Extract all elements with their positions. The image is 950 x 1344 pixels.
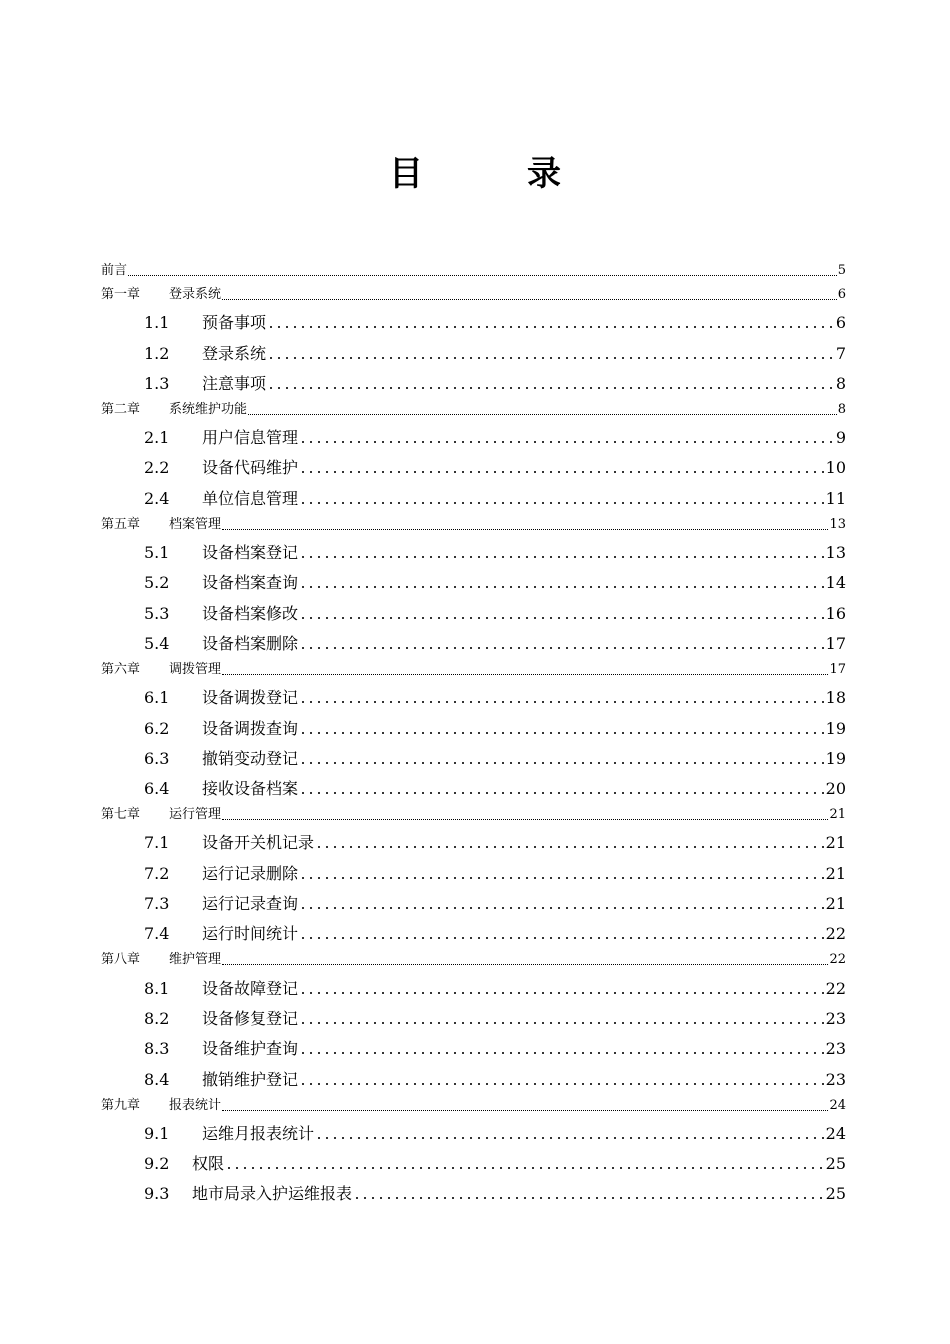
toc-section-entry[interactable] [101, 826, 846, 856]
toc-entry-label: 设备档案登记 [202, 543, 299, 563]
toc-page-number: 21 [829, 807, 846, 823]
toc-dot-leader [299, 441, 835, 443]
toc-entry-label: 撤销变动登记 [202, 748, 299, 768]
toc-page-number: 7 [835, 343, 846, 363]
toc-dot-leader [299, 617, 825, 619]
toc-entry-label: 设备开关机记录 [202, 833, 315, 853]
toc-entry-label: 设备故障登记 [202, 978, 299, 998]
toc-entry-number: 第八章 [101, 952, 141, 968]
toc-chapter-entry[interactable] [101, 1093, 846, 1117]
toc-section-entry[interactable] [101, 681, 846, 711]
toc-page-number: 23 [825, 1069, 846, 1089]
toc-dot-leader [225, 1167, 825, 1169]
toc-page-number: 5 [837, 263, 846, 278]
toc-entry-label: 设备调拨查询 [202, 718, 299, 738]
page-title [0, 150, 950, 198]
toc-dot-leader [222, 963, 828, 965]
toc-entry-number: 7.1 [144, 833, 170, 853]
toc-section-entry[interactable] [101, 536, 846, 566]
toc-section-entry[interactable] [101, 566, 846, 596]
toc-section-entry[interactable] [101, 596, 846, 626]
toc-entry-number: 8.3 [144, 1039, 170, 1059]
toc-entry-label: 调拨管理 [169, 661, 222, 677]
toc-page-number: 16 [825, 603, 846, 623]
toc-dot-leader [299, 907, 825, 909]
toc-dot-leader [299, 556, 825, 558]
toc-dot-leader [299, 937, 825, 939]
toc-section-entry[interactable] [101, 336, 846, 366]
toc-entry-label: 运行时间统计 [202, 924, 299, 944]
toc-section-entry[interactable] [101, 742, 846, 772]
toc-page-number: 21 [825, 833, 846, 853]
toc-page-number: 24 [829, 1097, 846, 1113]
toc-dot-leader [299, 762, 825, 764]
toc-entry-label: 用户信息管理 [202, 428, 299, 448]
toc-chapter-entry[interactable] [101, 947, 846, 971]
toc-entry-number: 9.2 [144, 1154, 170, 1174]
toc-entry-label: 权限 [192, 1154, 225, 1174]
toc-page-number: 22 [829, 952, 846, 968]
toc-page-number: 8 [835, 373, 846, 393]
toc-entry-number: 6.4 [144, 779, 170, 799]
toc-entry-number: 第一章 [101, 287, 141, 302]
toc-dot-leader [299, 1022, 825, 1024]
toc-section-entry[interactable] [101, 1147, 846, 1177]
toc-dot-leader [267, 387, 835, 389]
toc-page-number: 18 [825, 688, 846, 708]
toc-dot-leader [299, 502, 825, 504]
toc-entry-number: 5.4 [144, 633, 170, 653]
toc-dot-leader [315, 1137, 825, 1139]
toc-section-entry[interactable] [101, 481, 846, 511]
toc-dot-leader [315, 846, 825, 848]
toc-entry-number: 第七章 [101, 807, 141, 823]
toc-page-number: 6 [837, 287, 846, 302]
toc-page-number: 10 [825, 458, 846, 478]
toc-section-entry[interactable] [101, 367, 846, 397]
toc-entry-label: 维护管理 [169, 952, 222, 968]
toc-entry-number: 6.3 [144, 748, 170, 768]
toc-entry-number: 7.3 [144, 894, 170, 914]
toc-section-entry[interactable] [101, 421, 846, 451]
toc-dot-leader [299, 992, 825, 994]
toc-page-number: 14 [825, 573, 846, 593]
toc-entry-label: 注意事项 [202, 373, 267, 393]
toc-entry-label: 登录系统 [169, 287, 222, 302]
toc-entry-label: 设备调拨登记 [202, 688, 299, 708]
toc-section-entry[interactable] [101, 711, 846, 741]
toc-dot-leader [299, 701, 825, 703]
toc-entry-number: 7.4 [144, 924, 170, 944]
toc-chapter-entry[interactable] [101, 512, 846, 536]
toc-entry-label: 运行记录查询 [202, 894, 299, 914]
toc-entry-number: 1.1 [144, 313, 170, 333]
toc-page-number: 20 [825, 779, 846, 799]
toc-entry-label: 撤销维护登记 [202, 1069, 299, 1089]
toc-dot-leader [299, 792, 825, 794]
toc-page-number: 13 [829, 516, 846, 532]
toc-section-entry[interactable] [101, 627, 846, 657]
toc-page-number: 23 [825, 1008, 846, 1028]
toc-dot-leader [267, 357, 835, 359]
toc-entry-label: 单位信息管理 [202, 488, 299, 508]
toc-dot-leader [222, 673, 828, 675]
toc-section-entry[interactable] [101, 856, 846, 886]
toc-dot-leader [299, 586, 825, 588]
toc-dot-leader [222, 1109, 828, 1111]
toc-page-number: 17 [825, 633, 846, 653]
toc-entry-label: 登录系统 [202, 343, 267, 363]
toc-page-number: 22 [825, 924, 846, 944]
toc-entry-number: 5.2 [144, 573, 170, 593]
toc-chapter-entry[interactable] [101, 282, 846, 306]
toc-dot-leader [353, 1197, 825, 1199]
toc-entry-label: 设备维护查询 [202, 1039, 299, 1059]
toc-entry-number: 第九章 [101, 1097, 141, 1113]
toc-page-number: 13 [825, 543, 846, 563]
toc-page-number: 9 [835, 428, 846, 448]
toc-entry-label: 前言 [101, 263, 128, 278]
toc-entry-number: 8.1 [144, 978, 170, 998]
toc-entry-number: 2.1 [144, 428, 170, 448]
toc-chapter-entry[interactable] [101, 657, 846, 681]
toc-entry-number: 第六章 [101, 661, 141, 677]
toc-section-entry[interactable] [101, 1117, 846, 1147]
toc-dot-leader [299, 732, 825, 734]
toc-dot-leader [299, 647, 825, 649]
toc-page-number: 25 [825, 1154, 846, 1174]
toc-dot-leader [128, 274, 837, 276]
page-title-char-1: 目 [389, 154, 423, 194]
toc-entry-label: 设备档案删除 [202, 633, 299, 653]
toc-entry-label: 档案管理 [169, 516, 222, 532]
toc-section-entry[interactable] [101, 1177, 846, 1207]
toc-section-entry[interactable] [101, 887, 846, 917]
toc-entry-label: 设备档案修改 [202, 603, 299, 623]
toc-entry-number: 2.2 [144, 458, 170, 478]
toc-entry-number: 8.4 [144, 1069, 170, 1089]
toc-dot-leader [222, 818, 828, 820]
toc-dot-leader [222, 528, 828, 530]
toc-entry-number: 1.3 [144, 373, 170, 393]
toc-entry-number: 9.1 [144, 1123, 170, 1143]
toc-page-number: 19 [825, 748, 846, 768]
toc-dot-leader [299, 877, 825, 879]
toc-section-entry[interactable] [101, 306, 846, 336]
toc-page-number: 17 [829, 661, 846, 677]
toc-dot-leader [267, 326, 835, 328]
toc-entry-label: 设备代码维护 [202, 458, 299, 478]
toc-page-number: 8 [837, 401, 846, 417]
toc-page-number: 6 [835, 313, 846, 333]
toc-dot-leader [248, 413, 837, 415]
toc-entry-number: 7.2 [144, 863, 170, 883]
toc-dot-leader [299, 1052, 825, 1054]
toc-entry-label: 接收设备档案 [202, 779, 299, 799]
toc-page-number: 11 [825, 488, 846, 508]
toc-entry-label: 设备修复登记 [202, 1008, 299, 1028]
toc-entry-number: 9.3 [144, 1184, 170, 1204]
toc-entry-label: 预备事项 [202, 313, 267, 333]
toc-page-number: 21 [825, 894, 846, 914]
toc-page-number: 21 [825, 863, 846, 883]
toc-dot-leader [222, 298, 837, 300]
toc-dot-leader [299, 471, 825, 473]
toc-chapter-entry[interactable] [101, 397, 846, 421]
toc-entry-label: 地市局录入护运维报表 [192, 1184, 353, 1204]
toc-section-entry[interactable] [101, 971, 846, 1001]
toc-section-entry[interactable] [101, 451, 846, 481]
toc-page-number: 24 [825, 1123, 846, 1143]
toc-page-number: 19 [825, 718, 846, 738]
toc-chapter-entry[interactable] [101, 258, 846, 282]
toc-page-number: 25 [825, 1184, 846, 1204]
toc-dot-leader [299, 1083, 825, 1085]
toc-section-entry[interactable] [101, 917, 846, 947]
toc-entry-number: 6.2 [144, 718, 170, 738]
toc-section-entry[interactable] [101, 772, 846, 802]
toc-entry-label: 运行记录删除 [202, 863, 299, 883]
toc-entry-number: 5.3 [144, 603, 170, 623]
toc-entry-label: 系统维护功能 [169, 401, 248, 417]
toc-section-entry[interactable] [101, 1032, 846, 1062]
toc-chapter-entry[interactable] [101, 802, 846, 826]
toc-entry-label: 报表统计 [169, 1097, 222, 1113]
toc-section-entry[interactable] [101, 1062, 846, 1092]
toc-entry-number: 5.1 [144, 543, 170, 563]
table-of-contents [101, 258, 846, 1207]
toc-entry-number: 第五章 [101, 516, 141, 532]
toc-entry-number: 8.2 [144, 1008, 170, 1028]
toc-entry-label: 运行管理 [169, 807, 222, 823]
toc-entry-number: 2.4 [144, 488, 170, 508]
toc-entry-label: 运维月报表统计 [202, 1123, 315, 1143]
toc-entry-label: 设备档案查询 [202, 573, 299, 593]
toc-entry-number: 第二章 [101, 401, 141, 417]
toc-page-number: 22 [825, 978, 846, 998]
page-title-char-2: 录 [527, 154, 561, 194]
toc-section-entry[interactable] [101, 1002, 846, 1032]
toc-entry-number: 1.2 [144, 343, 170, 363]
toc-entry-number: 6.1 [144, 688, 170, 708]
toc-page-number: 23 [825, 1039, 846, 1059]
